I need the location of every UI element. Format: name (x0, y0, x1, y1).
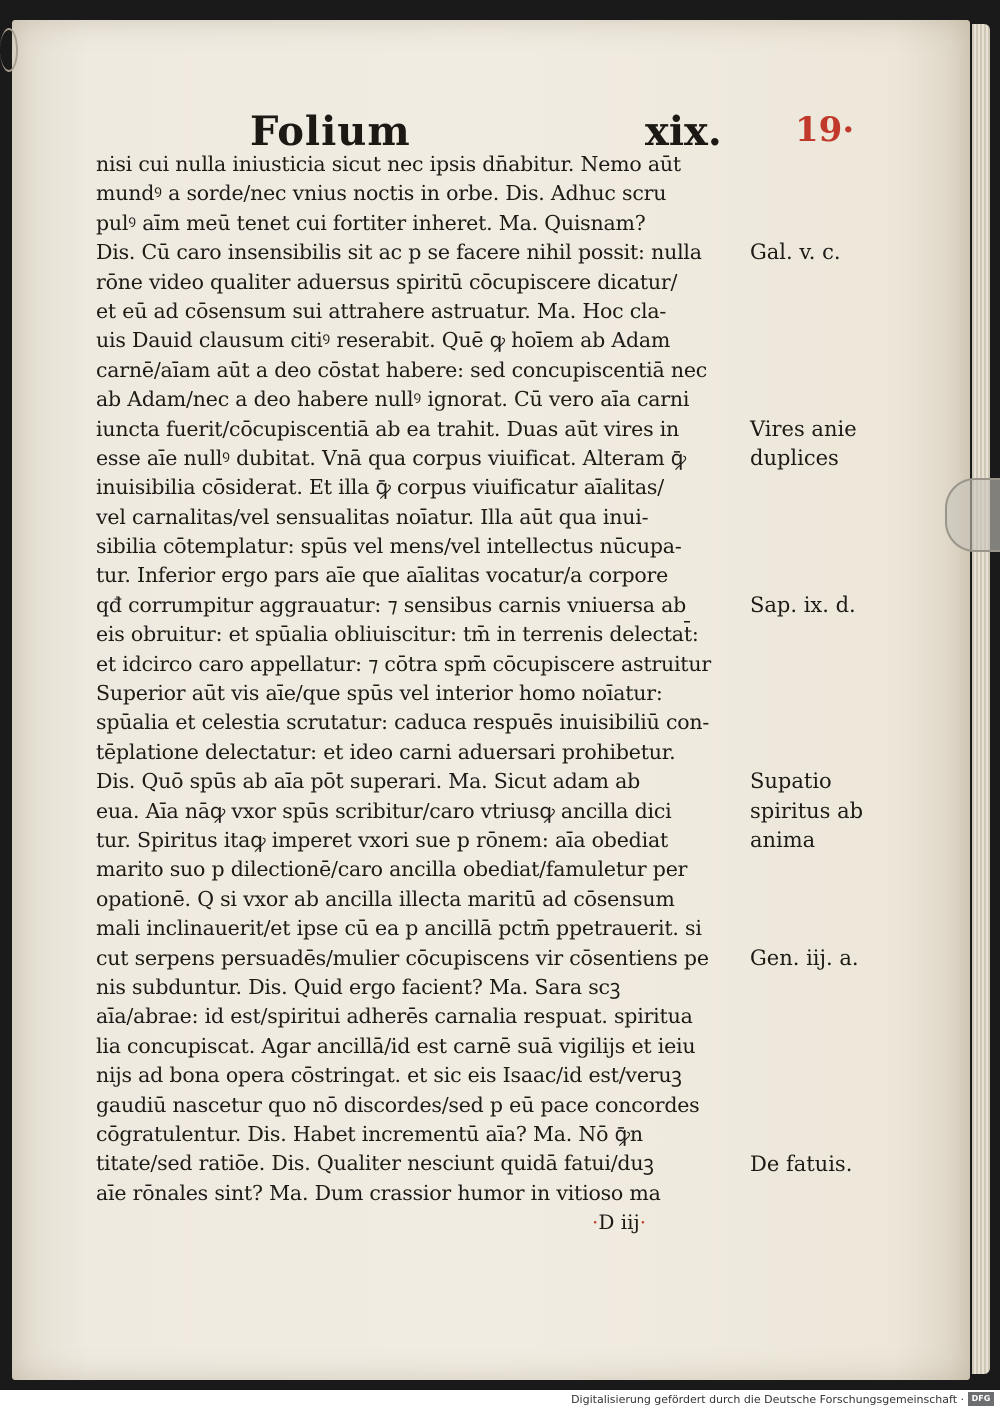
leaf-number: 19· (795, 110, 855, 150)
text-line: iuncta fuerit/cōcupiscentiā ab ea trahit. Duas aūt vires in (96, 416, 680, 441)
text-line: esse aīe nullꝰ dubitat. Vnā qua corpus viuificat. Alteram ꝙ̄ (96, 445, 686, 470)
text-line: pulꝰ aīm meū tenet cui fortiter inheret. Ma. Quisnam? (96, 210, 646, 235)
text-line: et idcirco caro appellatur: ⁊ cōtra spm̄ cōcupiscere astruitur (96, 651, 711, 676)
signature-mark: ·D iij· (592, 1210, 647, 1234)
text-line: tur. Spiritus itaꝙ imperet vxori sue p rōnem: aīa obediat (96, 827, 668, 852)
text-line: spūalia et celestia scrutatur: caduca respuēs inuisibiliū con- (96, 710, 710, 735)
text-line: Superior aūt vis aīe/que spūs vel interior homo noīatur: (96, 681, 663, 706)
margin-note: anima (750, 828, 816, 853)
margin-note: Gen. iij. a. (750, 945, 859, 970)
text-line: cut serpens persuadēs/mulier cōcupiscens vir cōsentiens pe (96, 945, 709, 970)
margin-note: De fatuis. (750, 1151, 853, 1176)
text-line: tēplatione delectatur: et ideo carni aduersari prohibetur. (96, 739, 676, 764)
text-line: Dis. Quō spūs ab aīa pōt superari. Ma. Sicut adam ab (96, 769, 641, 794)
text-line: qđ corrumpitur aggrauatur: ⁊ sensibus carnis vniuersa ab (96, 592, 687, 617)
margin-note: Gal. v. c. (750, 240, 841, 265)
margin-note: Sap. ix. d. (750, 593, 856, 617)
text-line: aīe rōnales sint? Ma. Dum crassior humor in vitioso ma (96, 1180, 661, 1205)
margin-note: Vires anie (750, 416, 857, 441)
text-line: rōne video qualiter aduersus spiritū cōcupiscere dicatur/ (96, 269, 678, 294)
text-line: opationē. Q si vxor ab ancilla illecta maritū ad cōsensum (96, 886, 675, 911)
text-line: Dis. Cū caro insensibilis sit ac p se facere nihil possit: nulla (96, 240, 702, 265)
margin-note: duplices (750, 446, 839, 470)
text-line: uis Dauid clausum citiꝰ reserabit. Quē ꝙ hoīem ab Adam (96, 328, 671, 353)
running-head: Folium (250, 108, 411, 155)
text-line: carnē/aīam aūt a deo cōstat habere: sed concupiscentiā nec (96, 357, 708, 382)
text-line: marito suo p dilectionē/caro ancilla obediat/famuletur per (96, 857, 688, 882)
text-line: aīa/abrae: id est/spiritui adherēs carnalia respuat. spiritua (96, 1004, 693, 1029)
text-line: eua. Aīa nāꝙ vxor spūs scribitur/caro vtriusꝙ ancilla dici (96, 798, 672, 823)
text-line: tur. Inferior ergo pars aīe que aīalitas vocatur/a corpore (96, 563, 669, 588)
margin-note: spiritus ab (750, 798, 864, 823)
text-line: nis subduntur. Dis. Quid ergo facient? Ma. Sara scꝫ (96, 974, 621, 999)
text-line: mundꝰ a sorde/nec vnius noctis in orbe. Dis. Adhuc scru (96, 181, 667, 206)
text-line: titate/sed ratiōe. Dis. Qualiter nesciunt quidā fatui/duꝫ (96, 1151, 654, 1176)
text-line: inuisibilia cōsiderat. Et illa ꝙ̄ corpus viuificatur aīalitas/ (96, 475, 664, 500)
text-line: et eū ad cōsensum sui attrahere astruatur. Ma. Hoc cla- (96, 298, 667, 323)
text-line: nijs ad bona opera cōstringat. et sic eis Isaac/id est/veruꝫ (96, 1063, 682, 1088)
text-line: sibilia cōtemplatur: spūs vel mens/vel intellectus nūcupa- (96, 534, 682, 559)
text-line: lia concupiscat. Agar ancillā/id est carnē suā vigilijs et ieiu (96, 1033, 696, 1058)
text-line: nisi cui nulla iniusticia sicut nec ipsis dn̄abitur. Nemo aūt (96, 152, 681, 176)
page-edge-stack (972, 24, 990, 1374)
margin-note: Supatio (750, 769, 832, 794)
dfg-logo: DFG (968, 1392, 994, 1406)
leaf-roman-numeral: xix. (645, 108, 722, 155)
clip-tab (945, 478, 1000, 552)
main-text (96, 150, 746, 1208)
text-line: cōgratulentur. Dis. Habet incrementū aīa? Ma. Nō ꝙ̄n (96, 1121, 643, 1146)
text-line: ab Adam/nec a deo habere nullꝰ ignorat. Cū vero aīa carni (96, 387, 690, 412)
text-line: eis obruitur: et spūalia obliuiscitur: tm̄ in terrenis delectat̄: (96, 622, 699, 647)
digitization-credit: Digitalisierung gefördert durch die Deutsche Forschungsgemeinschaft · (571, 1393, 964, 1406)
text-line: mali inclinauerit/et ipse cū ea p ancillā pctm̄ ppetrauerit. si (96, 916, 702, 941)
text-line: vel carnalitas/vel sensualitas noīatur. Illa aūt qua inui- (96, 504, 649, 529)
page-curl (0, 28, 18, 72)
text-line: gaudiū nascetur quo nō discordes/sed p eū pace concordes (96, 1092, 700, 1117)
